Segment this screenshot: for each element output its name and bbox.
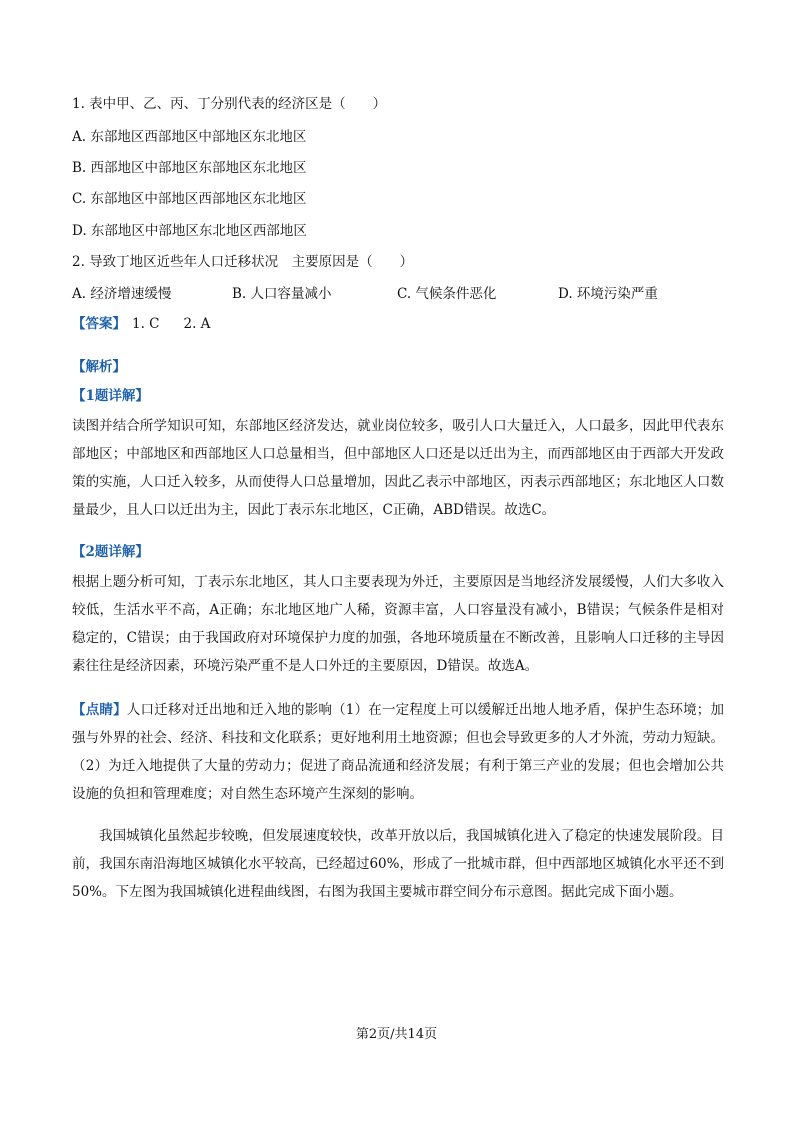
answer-2: 2. A — [183, 316, 211, 332]
tip-text: 人口迁移对迁出地和迁入地的影响（1）在一定程度上可以缓解迁出地人地矛盾，保护生态环境；加强与外界的社会、经济、科技和文化联系；更好地利用土地资源；但也会导致更多的人才外流，劳动力短缺。（2）为迁入地提供了大量的劳动力；促进了商品流通和经济发展；有利于第三产业的发展；但也会增加公共设施的负担和管理难度；对自然生态环境产生深刻的影响。 — [72, 702, 725, 802]
question-1-option-c: C. 东部地区中部地区西部地区东北地区 — [72, 191, 307, 207]
question-2-option-a: A. 经济增速缓慢 — [72, 286, 172, 302]
detail-2-text: 根据上题分析可知，丁表示东北地区，其人口主要表现为外迁，主要原因是当地经济发展缓慢，人们大多收入较低，生活水平不高，A正确；东北地区地广人稀，资源丰富，人口容量没有减小，B错误；气候条件是相对稳定的，C错误；由于我国政府对环境保护力度的加强，各地环境质量在不断改善，且影响人口迁移的主导因素往往是经济因素，环境污染严重不是人口外迁的主要原因，D错误。故选A。 — [72, 574, 724, 674]
page-number: 第2页/共14页 — [355, 1027, 438, 1042]
detail-1-label: 【1题详解】 — [72, 388, 149, 404]
passage-text: 我国城镇化虽然起步较晚，但发展速度较快，改革开放以后，我国城镇化进入了稳定的快速发展阶段。目前，我国东南沿海地区城镇化水平较高，已经超过60%，形成了一批城市群，但中西部地区城镇化水平还不到50%。下左图为我国城镇化进程曲线图，右图为我国主要城市群空间分布示意图。据此完成下面小题。 — [72, 828, 724, 900]
answer-1: 1. C — [132, 316, 160, 332]
detail-1-heading — [72, 386, 149, 406]
detail-2-heading — [72, 542, 149, 562]
question-2-option-d: D. 环境污染严重 — [558, 286, 658, 302]
question-2-option-b: B. 人口容量减小 — [232, 286, 332, 302]
analysis-label: 【解析】 — [72, 359, 126, 375]
question-1-option-b: B. 西部地区中部地区东部地区东北地区 — [72, 160, 307, 176]
detail-1-text: 读图并结合所学知识可知，东部地区经济发达，就业岗位较多，吸引人口大量迁入，人口最多，因此甲代表东部地区；中部地区和西部地区人口总量相当，但中部地区人口还是以迁出为主，而西部地区由于西部大开发政策的实施，人口迁入较多，从而使得人口总量增加，因此乙表示中部地区，丙表示西部地区；东北地区人口数量最少，且人口以迁出为主，因此丁表示东北地区，C正确，ABD错误。故选C。 — [72, 418, 724, 518]
tip-label: 【点睛】 — [72, 702, 127, 718]
question-2-option-c: C. 气候条件恶化 — [397, 286, 497, 302]
analysis-heading — [72, 357, 126, 377]
detail-2-label: 【2题详解】 — [72, 544, 149, 560]
answer-label: 【答案】 — [72, 316, 126, 332]
question-1-option-d: D. 东部地区中部地区东北地区西部地区 — [72, 223, 307, 239]
question-2-stem: 2. 导致丁地区近些年人口迁移状况 主要原因是（ ） — [72, 254, 414, 270]
question-1-stem: 1. 表中甲、乙、丙、丁分别代表的经济区是（ ） — [72, 96, 387, 112]
question-1-option-a: A. 东部地区西部地区中部地区东北地区 — [72, 129, 307, 145]
answer-line — [72, 314, 210, 334]
tip-paragraph — [72, 696, 724, 808]
